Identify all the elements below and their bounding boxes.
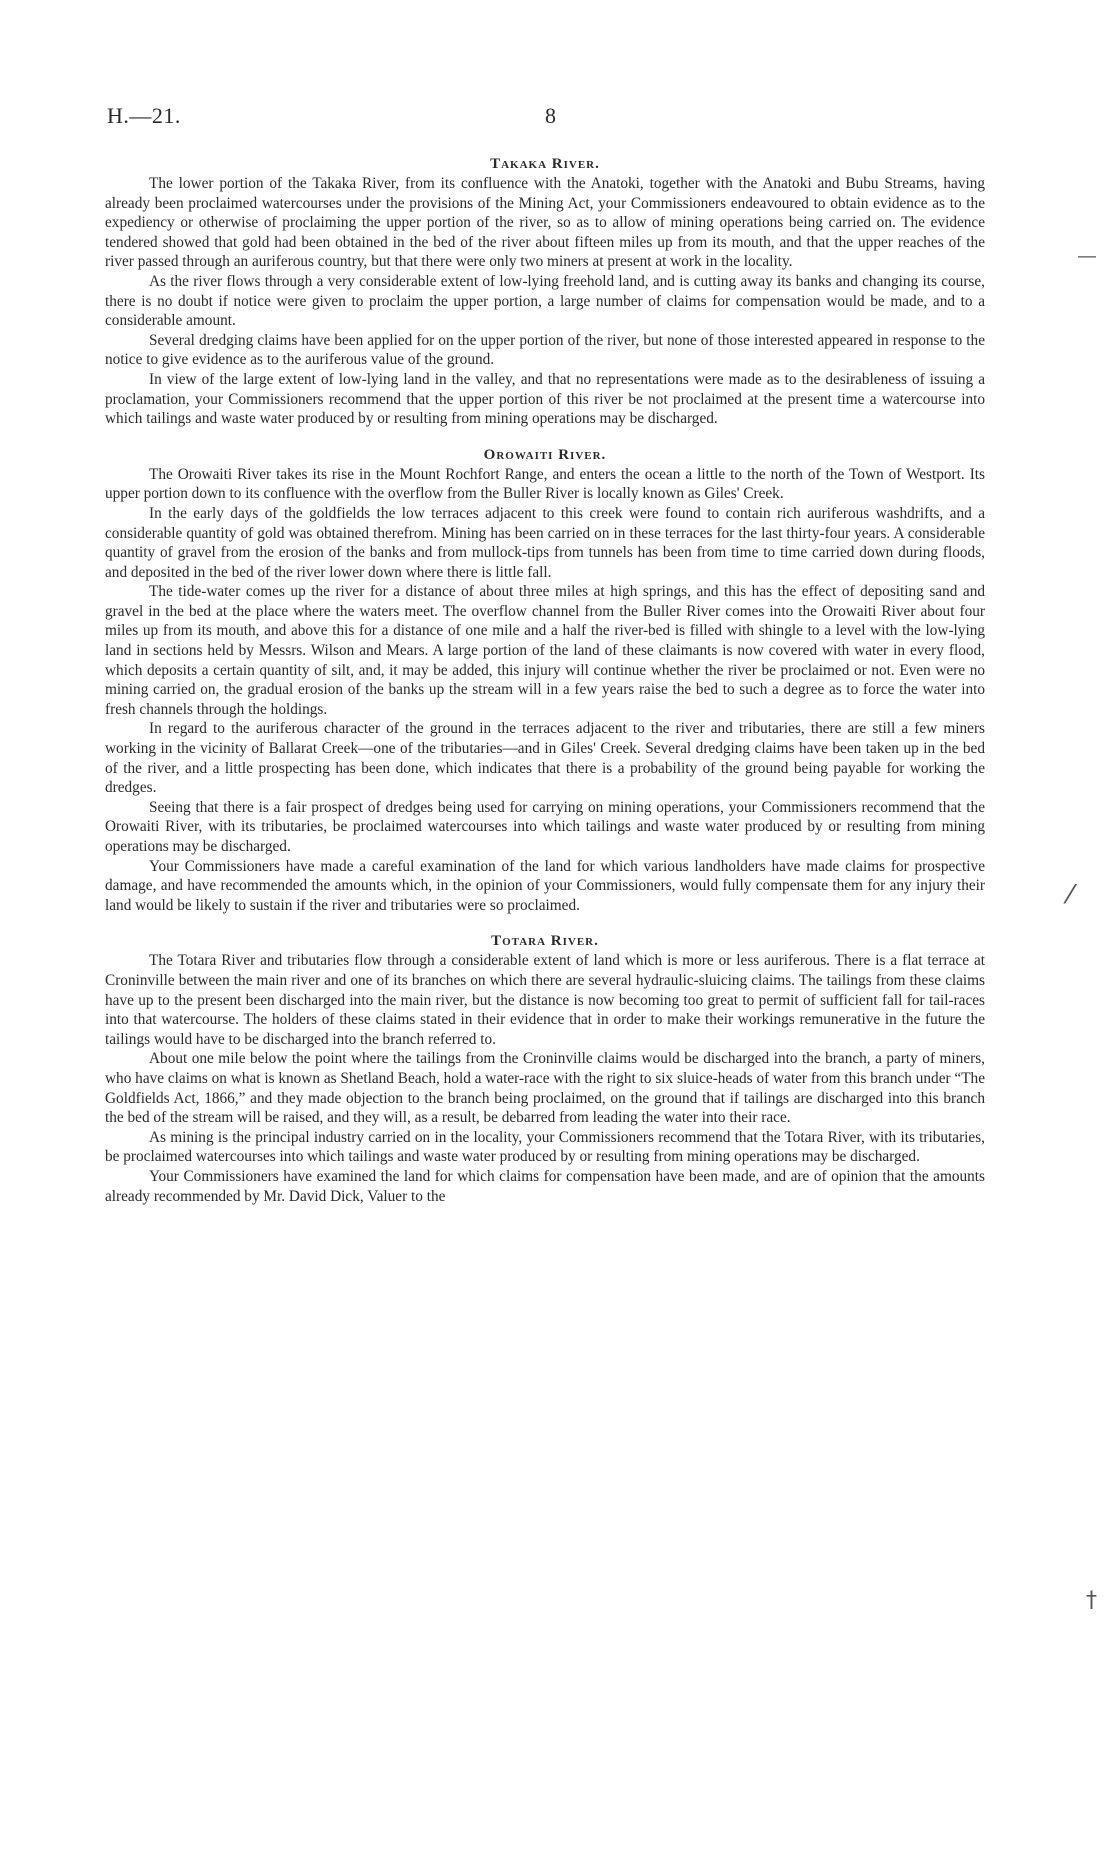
section-heading: Orowaiti River. <box>483 446 607 463</box>
page-number: 8 <box>545 103 556 128</box>
section-heading: Totara River. <box>491 933 599 950</box>
paragraph: In view of the large extent of low-lying land in the valley, and that no representations were made as to the desirableness of issuing a proclamation, your Commissioners recommend that the upper portion of this river be not proclaimed at the present time a watercourse into which tailings and waste water produced by or resulting from mining operations may be discharged. <box>105 370 985 428</box>
paragraph: The Totara River and tributaries flow through a considerable extent of land which is more or less auriferous. There is a flat terrace at Croninville between the main river and one of its branches on which there are several hydraulic-sluicing claims. The tailings from these claims have up to the present been discharged into the main river, but the distance is now becoming too great to permit of sufficient fall for tail-races into that watercourse. The holders of these claims stated in their evidence that in order to make their workings remunerative in the future the tailings would have to be discharged into the branch referred to. <box>105 952 985 1048</box>
section-totara-river <box>105 932 985 1206</box>
margin-tick-mark: ― <box>1078 246 1096 267</box>
paragraph: Seeing that there is a fair prospect of dredges being used for carrying on mining operations, your Commissioners recommend that the Orowaiti River, with its tributaries, be proclaimed watercourses into which tailings and waste water produced by or resulting from mining operations may be discharged. <box>105 798 985 855</box>
paragraph: Your Commissioners have examined the land for which claims for compensation have been made, and are of opinion that the amounts already recommended by Mr. David Dick, Valuer to the <box>105 1167 985 1205</box>
section-takaka-river <box>105 155 985 429</box>
page-header <box>107 103 987 131</box>
paragraph: As the river flows through a very considerable extent of low-lying freehold land, and is cutting away its banks and changing its course, there is no doubt if notice were given to proclaim the upper portion, a large number of claims for compensation would be made, and to a considerable amount. <box>105 272 985 330</box>
margin-tick-mark: ⁄ <box>1068 880 1073 910</box>
paragraph: Several dredging claims have been applied for on the upper portion of the river, but none of those interested appeared in response to the notice to give evidence as to the auriferous value of the ground. <box>105 331 985 369</box>
paragraph: The Orowaiti River takes its rise in the Mount Rochfort Range, and enters the ocean a little to the north of the Town of Westport. Its upper portion down to its confluence with the overflow from the Buller River is locally known as Giles' Creek. <box>105 465 985 503</box>
paragraph: In regard to the auriferous character of the ground in the terraces adjacent to the river and tributaries, there are still a few miners working in the vicinity of Ballarat Creek—one of the tributaries—and in Giles' Creek. Several dredging claims have been taken up in the bed of the river, and a little prospecting has been done, which indicates that there is a probability of the ground being payable for working the dredges. <box>105 720 985 797</box>
paragraph: About one mile below the point where the tailings from the Croninville claims would be discharged into the branch, a party of miners, who have claims on what is known as Shetland Beach, hold a water-race with the right to six sluice-heads of water from this branch under “The Goldfields Act, 1866,” and they made objection to the branch being proclaimed, on the ground that if tailings are discharged into this branch the bed of the stream will be raised, and they will, as a result, be debarred from leading the water into their race. <box>105 1050 985 1127</box>
paragraph: In the early days of the goldfields the low terraces adjacent to this creek were found to contain rich auriferous washdrifts, and a considerable quantity of gold was obtained therefrom. Mining has been carried on in these terraces for the last thirty-four years. A considerable quantity of gravel from the erosion of the banks and from mullock-tips from tunnels has been from time to time carried down during floods, and deposited in the bed of the river lower down where there is little fall. <box>105 504 985 581</box>
paragraph: As mining is the principal industry carried on in the locality, your Commissioners recommend that the Totara River, with its tributaries, be proclaimed watercourses into which tailings and waste water produced by or resulting from mining operations may be discharged. <box>105 1128 985 1166</box>
paragraph: The tide-water comes up the river for a distance of about three miles at high springs, and this has the effect of depositing sand and gravel in the bed at the place where the waters meet. The overflow channel from the Buller River comes into the Orowaiti River about four miles up from its mouth, and above this for a distance of one mile and a half the river-bed is filled with shingle to a level with the low-lying land in sections held by Messrs. Wilson and Mears. A large portion of the land of these claimants is now covered with water in every flood, which deposits a certain quantity of silt, and, it may be added, this injury will continue whether the river be proclaimed or not. Even were no mining carried on, the gradual erosion of the banks up the stream will in a few years raise the bed to such a degree as to force the water into fresh channels through the holdings. <box>105 583 985 718</box>
margin-tick-mark: † <box>1086 1588 1097 1613</box>
paragraph: Your Commissioners have made a careful examination of the land for which various landholders have made claims for prospective damage, and have recommended the amounts which, in the opinion of your Commissioners, would fully compensate them for any injury their land would be likely to sustain if the river and tributaries were so proclaimed. <box>105 857 985 914</box>
section-orowaiti-river <box>105 446 985 916</box>
section-heading: Takaka River. <box>490 156 600 172</box>
body-text <box>105 155 985 1223</box>
document-reference: H.—21. <box>107 103 181 128</box>
paragraph: The lower portion of the Takaka River, from its confluence with the Anatoki, together with the Anatoki and Bubu Streams, having already been proclaimed watercourses under the provisions of the Mining Act, your Commissioners endeavoured to obtain evidence as to the expediency or otherwise of proclaiming the upper portion of the river, so as to allow of mining operations being carried on. The evidence tendered showed that gold had been obtained in the bed of the river about fifteen miles up from its mouth, and that the upper reaches of the river passed through an auriferous country, but that there were only two miners at present at work in the locality. <box>105 175 985 271</box>
